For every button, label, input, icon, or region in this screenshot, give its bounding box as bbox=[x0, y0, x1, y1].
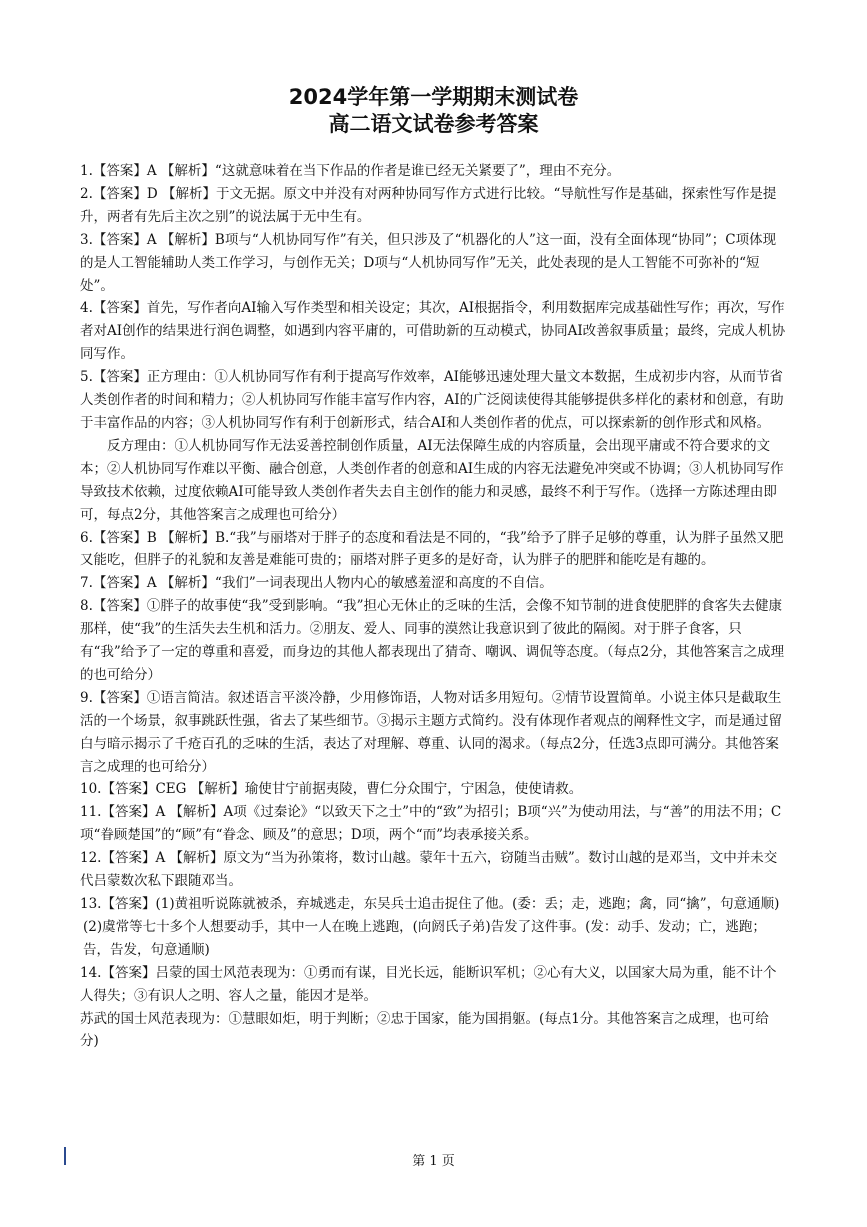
exam-title: 2024学年第一学期期末测试卷 bbox=[288, 85, 579, 109]
answer-item-13-2: (2)虞常等七十多个人想要动手，其中一人在晚上逃跑，(向阏氏子弟)告发了这件事。(发：动手、发动；亡，逃跑；告，告发，句意通顺) bbox=[83, 918, 766, 958]
answer-item-14-suwu: 苏武的国士风范表现为：①慧眼如炬，明于判断；②忠于国家，能为国捐躯。(每点1分。其他答案言之成理，也可给分) bbox=[80, 1010, 769, 1050]
answer-item-9: 9.【答案】①语言简洁。叙述语言平淡冷静，少用修饰语，人物对话多用短句。②情节设置简单。小说主体只是截取生活的一个场景，叙事跳跃性强，省去了某些细节。③揭示主题方式简约。没有体现作者观点的阐释性文字，而是通过留白与暗示揭示了千疮百孔的乏味的生活，表达了对理解、尊重、认同的渴求。（每点2分，任选3点即可满分。其他答案言之成理的也可给分） bbox=[80, 689, 782, 775]
answer-item-2: 2.【答案】D 【解析】于文无据。原文中并没有对两种协同写作方式进行比较。“导航性写作是基础，探索性写作是提升，两者有先后主次之别”的说法属于无中生有。 bbox=[80, 185, 777, 225]
answer-item-11: 11.【答案】A 【解析】A项《过秦论》“以致天下之士”中的“致”为招引；B项“兴”为使动用法，与“善”的用法不用；C项“眷顾楚国”的“顾”有“眷念、顾及”的意思；D项，两个“而”均表承接关系。 bbox=[80, 804, 782, 844]
answer-list bbox=[80, 160, 786, 1053]
answer-item-8: 8.【答案】①胖子的故事使“我”受到影响。“我”担心无休止的乏味的生活，会像不知节制的进食使肥胖的食客失去健康那样，使“我”的生活失去生机和活力。②朋友、爱人、同事的漠然让我意识到了彼此的隔阂。对于胖子食客，只有“我”给予了一定的尊重和喜爱，而身边的其他人都表现出了猜奇、嘲讽、调侃等态度。（每点2分，其他答案言之成理的也可给分） bbox=[80, 598, 785, 683]
answer-item-5-pro: 5.【答案】正方理由：①人机协同写作有利于提高写作效率，AI能够迅速处理大量文本数据，生成初步内容，从而节省人类创作者的时间和精力；②人机协同写作能丰富写作内容，AI的广泛阅读使得其能够提供多样化的素材和创意，有助于丰富作品的内容；③人机协同写作有利于创新形式，结合AI和人类创作者的优点，可以探索新的创作形式和风格。 bbox=[80, 369, 784, 431]
answer-item-14-lvmeng: 14.【答案】吕蒙的国士风范表现为：①勇而有谋，目光长远，能断识军机；②心有大义，以国家大局为重，能不计个人得失；③有识人之明、容人之量，能因才是举。 bbox=[80, 964, 777, 1004]
answer-item-6: 6.【答案】B 【解析】B.“我”与丽塔对于胖子的态度和看法是不同的，“我”给予了胖子足够的尊重，认为胖子虽然又肥又能吃，但胖子的礼貌和友善是难能可贵的；丽塔对胖子更多的是好奇，认为胖子的肥胖和能吃是有趣的。 bbox=[80, 529, 784, 569]
answer-item-13-1: 13.【答案】(1)黄祖听说陈就被杀，弃城逃走，东吴兵士追击捉住了他。(委：丢；走，逃跑；禽，同“擒”，句意通顺) bbox=[80, 896, 780, 912]
answer-key-title: 高二语文试卷参考答案 bbox=[328, 112, 539, 136]
answer-item-10: 10.【答案】CEG 【解析】瑜使甘宁前据夷陵，曹仁分众围宁，宁困急，使使请救。 bbox=[80, 781, 583, 798]
answer-item-7: 7.【答案】A 【解析】“我们”一词表现出人物内心的敏感羞涩和高度的不自信。 bbox=[80, 575, 553, 592]
answer-item-4: 4.【答案】首先，写作者向AI输入写作类型和相关设定；其次，AI根据指令，利用数据库完成基础性写作；再次，写作者对AI创作的结果进行润色调整，如遇到内容平庸的，可借助新的互动模式，协同AI改善叙事质量；最终，完成人机协同写作。 bbox=[80, 300, 786, 363]
answer-item-1: 1.【答案】A 【解析】“这就意味着在当下作品的作者是谁已经无关紧要了”，理由不充分。 bbox=[80, 163, 621, 179]
page-number: 第 1 页 bbox=[412, 1154, 455, 1169]
answer-item-12: 12.【答案】A 【解析】原文为“当为孙策将，数讨山越。蒙年十五六，窃随当击贼”。数讨山越的是邓当，文中并未交代吕蒙数次私下跟随邓当。 bbox=[80, 850, 778, 890]
answer-item-5-con: 反方理由：①人机协同写作无法妥善控制创作质量，AI无法保障生成的内容质量，会出现平庸或不符合要求的文本；②人机协同写作难以平衡、融合创意，人类创作者的创意和AI生成的内容无法避免冲突或不协调；③人机协同写作导致技术依赖，过度依赖AI可能导致人类创作者失去自主创作的能力和灵感，最终不利于写作。（选择一方陈述理由即可，每点2分，其他答案言之成理也可给分） bbox=[80, 437, 784, 523]
answer-item-3: 3.【答案】A 【解析】B项与“人机协同写作”有关，但只涉及了“机器化的人”这一面，没有全面体现“协同”；C项体现的是人工智能辅助人类工作学习，与创作无关；D项与“人机协同写作”无关，此处表现的是人工智能不可弥补的“短处”。 bbox=[80, 231, 777, 294]
page-header bbox=[0, 84, 867, 138]
